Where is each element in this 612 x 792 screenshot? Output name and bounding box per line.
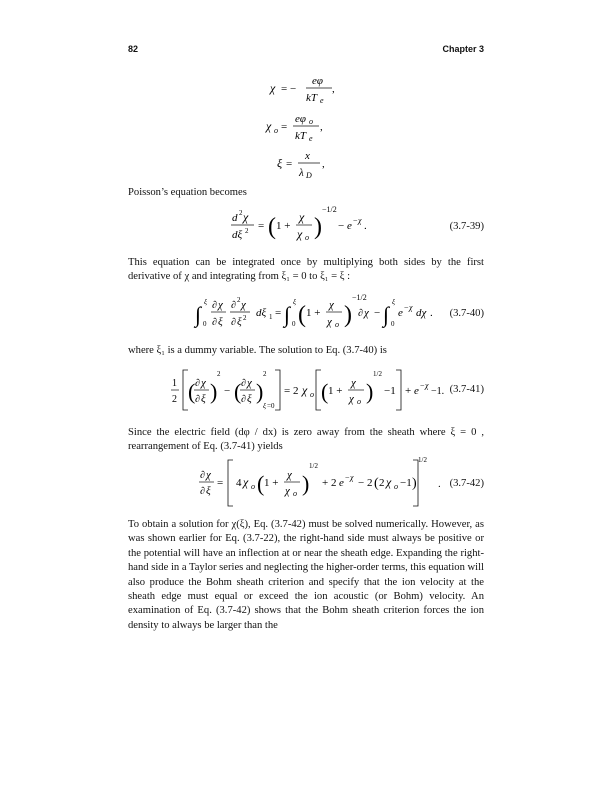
equation-3-7-40 — [194, 290, 434, 339]
svg-text:−: − — [345, 473, 350, 482]
svg-text:ξ: ξ — [392, 298, 395, 306]
svg-text:.: . — [364, 220, 367, 232]
svg-text:eφ: eφ — [312, 75, 323, 87]
text-dummy-variable: where ξ₁ is a dummy variable. The solution to Eq. (3.7-40) is — [128, 345, 387, 356]
svg-text:∂: ∂ — [195, 378, 200, 389]
svg-text:2: 2 — [243, 314, 247, 322]
svg-text:=: = — [217, 477, 224, 489]
svg-text:o: o — [251, 482, 255, 491]
svg-text:o: o — [394, 482, 398, 491]
svg-text:∫: ∫ — [383, 302, 390, 327]
svg-text:1/2: 1/2 — [418, 456, 427, 464]
svg-text:1: 1 — [269, 313, 273, 321]
text-bohm-criterion: To obtain a solution for χ(ξ), Eq. (3.7-42) must be solved numerically. However, as was shown earlier for Eq. (3.7-22), the right-hand side must always be positive or the potential will have an inflection at or near the sheath edge. Expanding the right-hand side in a Taylor series and neglecting the higher-order terms, this equation will also produce the Bohm sheath criterion and specify that the ion velocity at the sheath edge must equal or exceed the ion acoustic (or Bohm) velocity. An examination of Eq. (3.7-42) shows that the Bohm sheath criterion forces the ion density to always be larger than the — [128, 519, 484, 631]
svg-text:,: , — [320, 121, 323, 133]
svg-text:χ: χ — [243, 210, 249, 224]
equation-xi-definition — [275, 145, 355, 184]
svg-text:χ: χ — [266, 119, 272, 133]
svg-text:∂: ∂ — [200, 470, 205, 481]
svg-text:∂: ∂ — [231, 317, 236, 328]
svg-text:ξ: ξ — [201, 393, 206, 405]
svg-text:(: ( — [298, 302, 306, 328]
svg-text:ξ: ξ — [206, 485, 211, 497]
svg-text:): ) — [210, 379, 218, 404]
equation-3-7-42 — [198, 456, 428, 517]
svg-text:∂: ∂ — [241, 378, 246, 389]
svg-text:2: 2 — [217, 370, 221, 378]
svg-text:∂: ∂ — [212, 300, 217, 311]
svg-text:e: e — [347, 220, 352, 232]
svg-text:(: ( — [374, 476, 379, 491]
svg-text:= −: = − — [281, 83, 297, 95]
svg-text:+ 2: + 2 — [322, 477, 337, 489]
svg-text:−: − — [338, 220, 345, 232]
svg-text:=0: =0 — [267, 402, 275, 410]
svg-text:χ: χ — [287, 469, 292, 481]
svg-text:χ: χ — [201, 377, 206, 389]
svg-text:.: . — [430, 307, 433, 319]
svg-text:o: o — [357, 397, 361, 406]
equation-number-40: (3.7-40) — [449, 308, 484, 319]
svg-text:=: = — [258, 220, 265, 232]
svg-text:−: − — [353, 216, 358, 225]
svg-text:χ: χ — [270, 81, 276, 95]
svg-text:1 +: 1 + — [276, 220, 291, 232]
svg-text:(: ( — [268, 214, 276, 240]
svg-text:kT: kT — [295, 130, 306, 142]
svg-text:∂: ∂ — [200, 486, 205, 497]
svg-text:D: D — [306, 171, 312, 180]
svg-text:d: d — [232, 212, 238, 224]
svg-text:χ: χ — [299, 210, 305, 224]
svg-text:−1/2: −1/2 — [352, 293, 367, 302]
equation-number-42: (3.7-42) — [449, 478, 484, 489]
svg-text:4: 4 — [236, 477, 242, 489]
svg-text:χ: χ — [218, 299, 223, 311]
text-electric-field: Since the electric field (dφ / dx) is zero away from the sheath where ξ = 0 , rearrangement of Eq. (3.7-41) yields — [128, 427, 484, 453]
equation-chi-definition — [268, 70, 358, 109]
svg-text:χ: χ — [351, 377, 356, 389]
svg-text:1: 1 — [172, 378, 177, 389]
svg-text:−: − — [420, 381, 425, 390]
equation-42-period: . — [438, 478, 441, 490]
svg-text:x: x — [305, 150, 310, 162]
svg-text:,: , — [322, 158, 325, 170]
svg-text:e: e — [309, 134, 313, 143]
svg-text:χ: χ — [409, 303, 413, 312]
svg-text:−: − — [374, 307, 381, 319]
svg-text:∂: ∂ — [358, 308, 363, 319]
text-poisson: Poisson’s equation becomes — [128, 187, 247, 198]
text-integration: This equation can be integrated once by multiplying both sides by the first derivative of χ and integrating from ξ₁ = 0 to ξ₁ = ξ : — [128, 257, 484, 283]
svg-text:−1.: −1. — [431, 386, 445, 397]
svg-text:1 +: 1 + — [264, 477, 279, 489]
svg-text:χ: χ — [386, 475, 392, 489]
svg-text:o: o — [305, 233, 309, 242]
svg-text:ξ: ξ — [247, 393, 252, 405]
svg-text:dξ: dξ — [232, 229, 243, 241]
svg-text:2: 2 — [379, 477, 385, 489]
svg-text:1 +: 1 + — [306, 307, 321, 319]
equation-number-39: (3.7-39) — [449, 221, 484, 232]
eq39-svg — [230, 200, 370, 250]
svg-text:): ) — [366, 379, 374, 404]
svg-text:−: − — [404, 303, 409, 312]
svg-text:0: 0 — [203, 320, 207, 328]
svg-text:χ: χ — [364, 307, 369, 319]
eq40-svg — [194, 290, 434, 336]
chapter-title: Chapter 3 — [442, 44, 484, 54]
svg-text:2: 2 — [172, 394, 177, 405]
svg-text:χ: χ — [329, 299, 334, 311]
svg-text:(: ( — [257, 471, 265, 496]
svg-text:ξ: ξ — [237, 316, 242, 328]
svg-text:χ: χ — [247, 377, 252, 389]
svg-text:e: e — [339, 477, 344, 489]
svg-text:∂: ∂ — [195, 394, 200, 405]
svg-text:,: , — [332, 83, 335, 95]
svg-text:=: = — [286, 158, 293, 170]
svg-text:χ: χ — [285, 485, 290, 497]
svg-text:o: o — [274, 126, 278, 135]
svg-text:χ: χ — [297, 227, 303, 241]
svg-text:χ: χ — [358, 216, 362, 225]
svg-text:e: e — [320, 96, 324, 105]
chi-definition-svg — [268, 70, 358, 106]
eq41-svg — [170, 364, 445, 422]
svg-text:o: o — [335, 320, 339, 329]
svg-text:ξ: ξ — [263, 402, 266, 410]
svg-text:0: 0 — [391, 320, 395, 328]
svg-text:2: 2 — [263, 370, 267, 378]
svg-text:∂: ∂ — [212, 317, 217, 328]
eq42-svg — [198, 456, 428, 514]
svg-text:o: o — [293, 489, 297, 498]
svg-text:): ) — [302, 471, 310, 496]
svg-text:ξ: ξ — [204, 298, 207, 306]
svg-text:χ: χ — [241, 299, 246, 311]
equation-3-7-41 — [170, 364, 445, 425]
svg-text:χ: χ — [350, 473, 354, 482]
svg-text:eφ: eφ — [295, 113, 306, 125]
svg-text:−1: −1 — [384, 385, 396, 397]
svg-text:(: ( — [321, 379, 329, 404]
equation-3-7-39 — [230, 200, 370, 253]
xi-definition-svg — [275, 145, 355, 181]
svg-text:∫: ∫ — [195, 302, 202, 327]
svg-text:ξ: ξ — [218, 316, 223, 328]
svg-text:o: o — [309, 117, 313, 126]
svg-text:(: ( — [188, 379, 196, 404]
svg-text:∫: ∫ — [284, 302, 291, 327]
svg-text:e: e — [414, 385, 419, 397]
svg-text:χ: χ — [302, 383, 308, 397]
svg-text:χ: χ — [243, 475, 249, 489]
equation-chio-definition — [264, 108, 354, 147]
svg-text:1/2: 1/2 — [309, 462, 318, 470]
svg-text:(: ( — [234, 379, 242, 404]
svg-text:χ: χ — [349, 393, 354, 405]
svg-text:χ: χ — [206, 469, 211, 481]
svg-text:∂: ∂ — [241, 394, 246, 405]
page-number: 82 — [128, 44, 139, 54]
svg-text:1 +: 1 + — [328, 385, 343, 397]
svg-text:χ: χ — [425, 381, 429, 390]
svg-text:− 2: − 2 — [358, 477, 373, 489]
svg-text:2: 2 — [237, 296, 241, 304]
equation-number-41: (3.7-41) — [449, 384, 484, 395]
svg-text:χ: χ — [327, 316, 332, 328]
svg-text:): ) — [314, 214, 322, 240]
svg-text:): ) — [412, 476, 417, 491]
svg-text:kT: kT — [306, 92, 317, 104]
svg-text:o: o — [310, 390, 314, 399]
svg-text:2: 2 — [245, 227, 249, 235]
svg-text:2: 2 — [239, 209, 243, 217]
svg-text:dξ: dξ — [256, 307, 267, 319]
svg-text:+: + — [405, 385, 412, 397]
svg-text:λ: λ — [299, 167, 304, 179]
chio-definition-svg — [264, 108, 354, 144]
svg-text:−1/2: −1/2 — [322, 205, 337, 214]
svg-text:−1: −1 — [400, 477, 412, 489]
svg-text:ξ: ξ — [277, 156, 283, 170]
svg-text:): ) — [256, 379, 264, 404]
svg-text:∂: ∂ — [231, 300, 236, 311]
svg-text:1/2: 1/2 — [373, 370, 382, 378]
svg-text:= 2: = 2 — [284, 385, 299, 397]
svg-text:−: − — [224, 385, 231, 397]
svg-text:): ) — [344, 302, 352, 328]
svg-text:ξ: ξ — [293, 298, 296, 306]
svg-text:=: = — [275, 307, 282, 319]
svg-text:dχ: dχ — [416, 307, 427, 319]
svg-text:0: 0 — [292, 320, 296, 328]
svg-text:=: = — [281, 121, 288, 133]
svg-text:e: e — [398, 307, 403, 319]
